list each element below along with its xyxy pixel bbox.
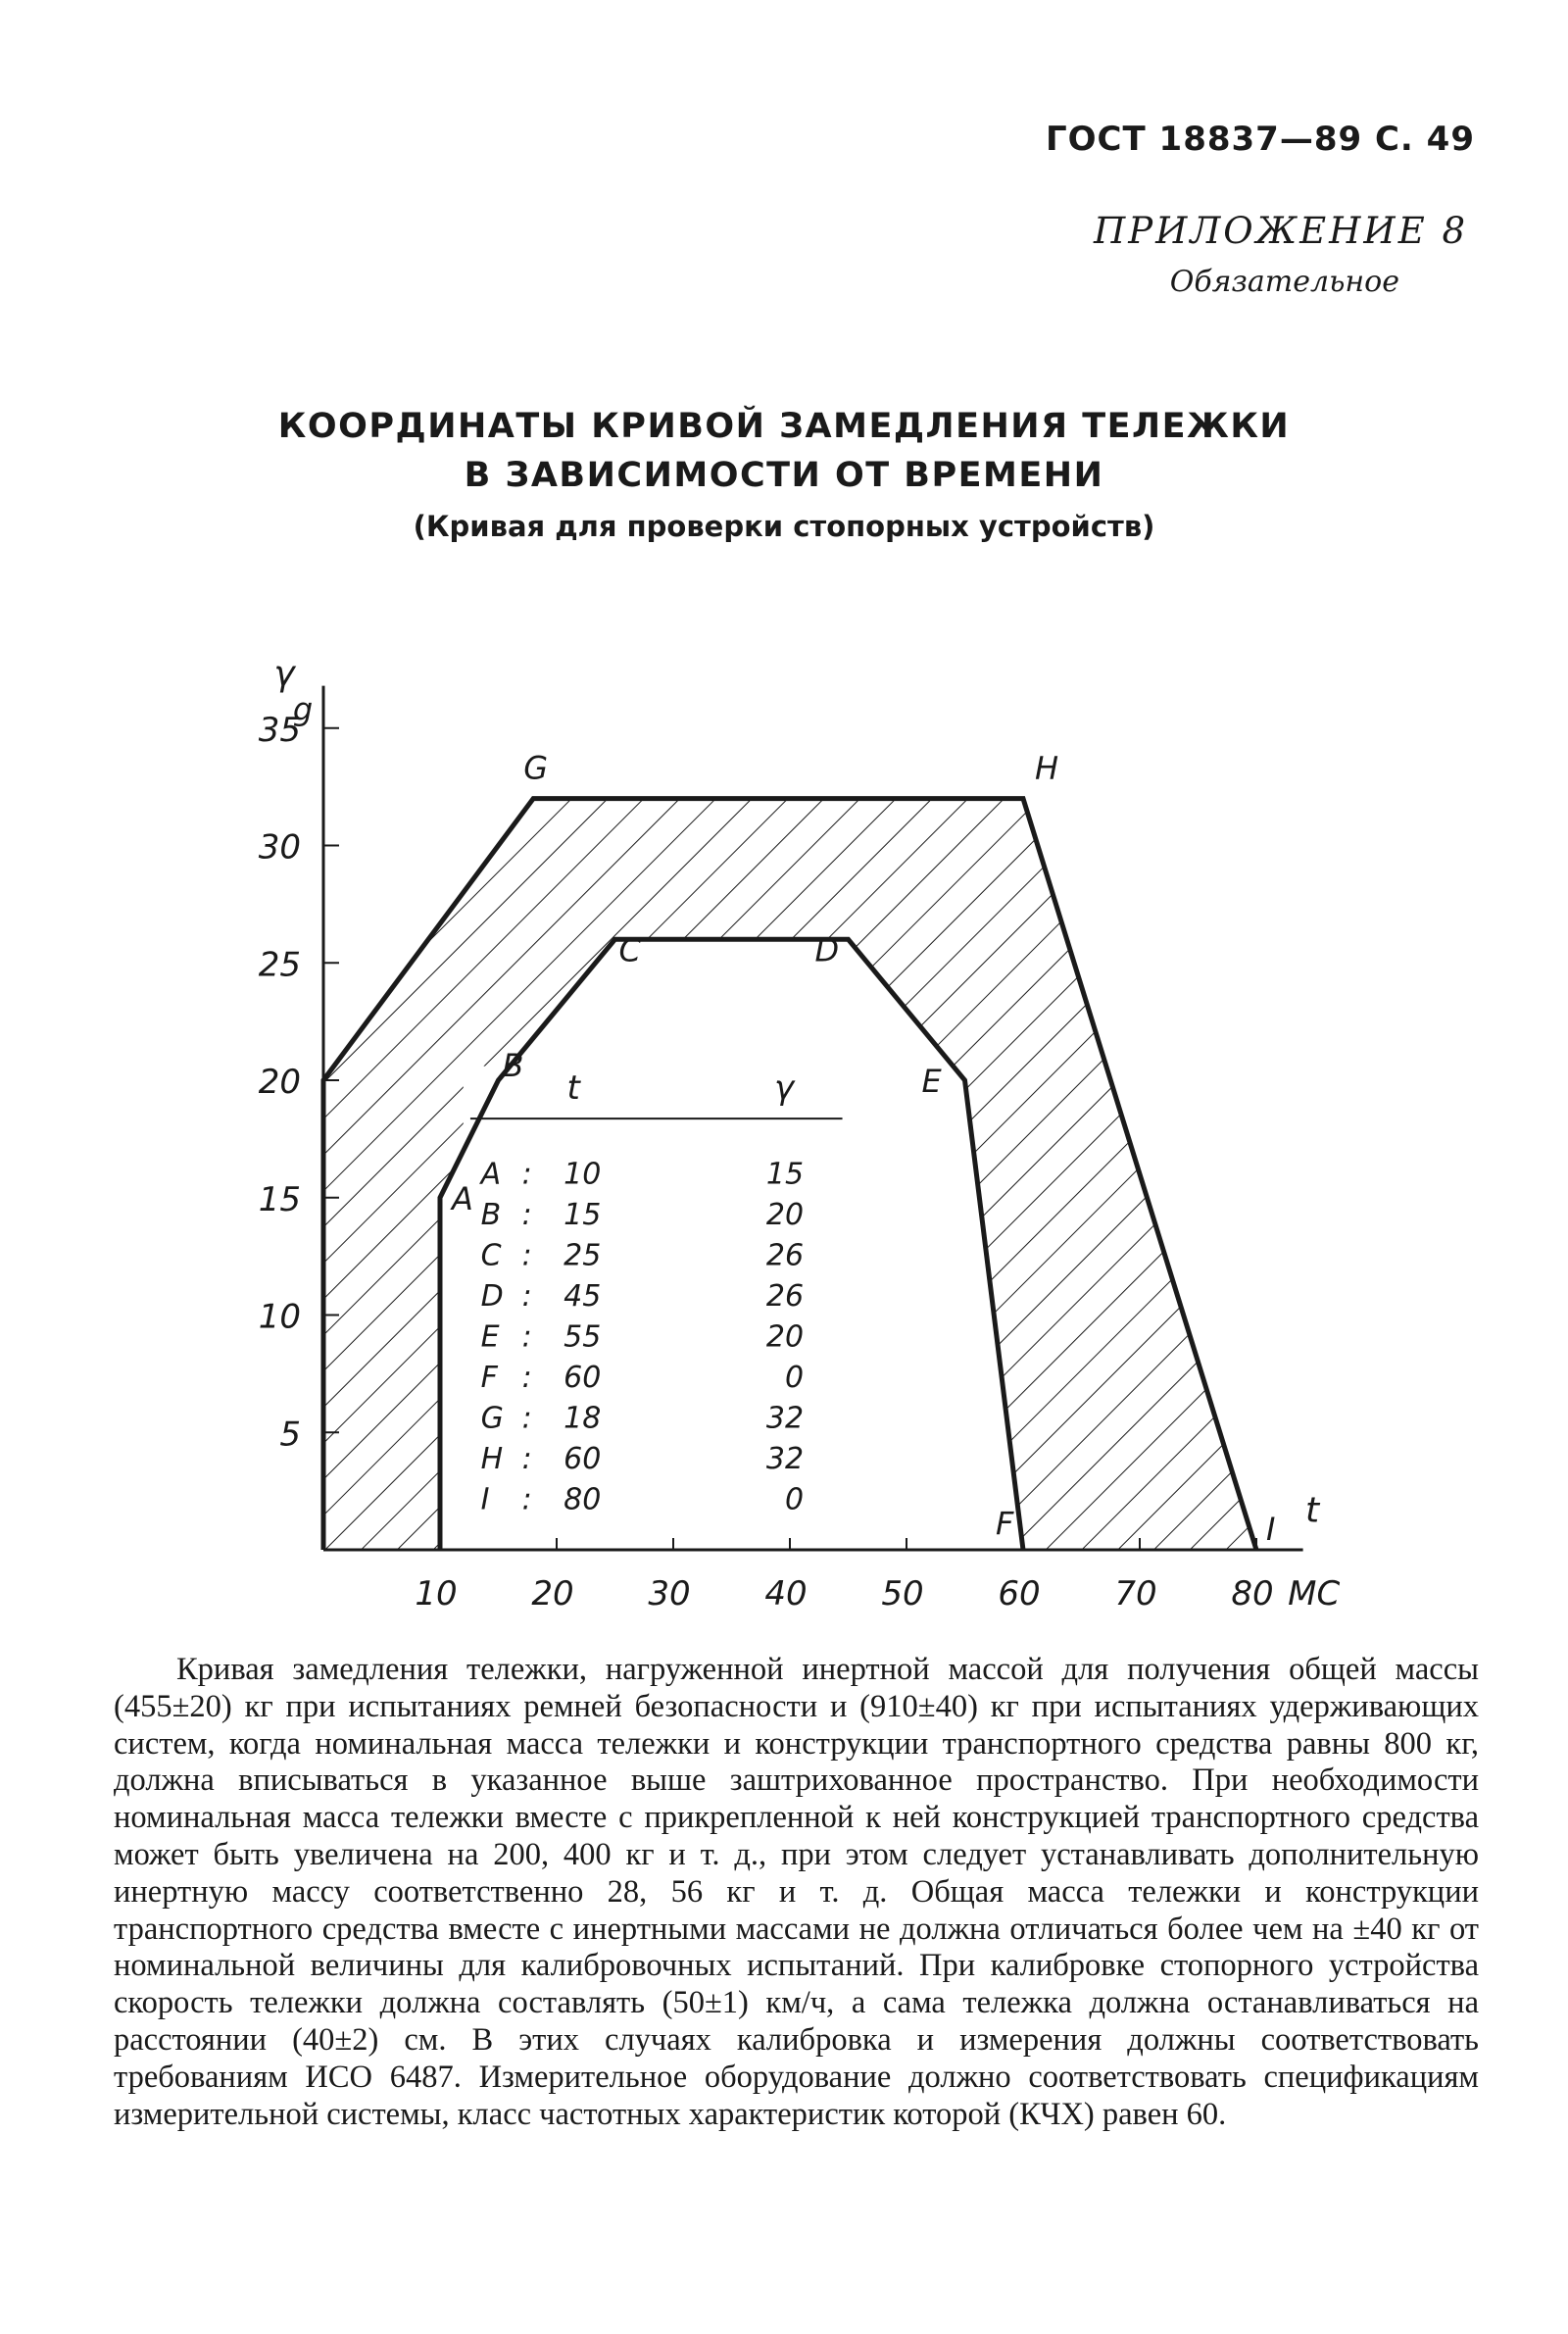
point-label-b: B <box>502 1047 524 1084</box>
point-label-d: D <box>814 931 840 969</box>
table-row-g: 32 <box>765 1441 805 1476</box>
x-tick-label: 60 <box>998 1574 1041 1614</box>
appendix-label: ПРИЛОЖЕНИЕ 8 <box>1093 210 1468 252</box>
table-row-point: B <box>480 1197 502 1232</box>
y-tick-label: 30 <box>258 827 301 868</box>
table-row-t: 45 <box>564 1278 602 1314</box>
table-row-g: 26 <box>765 1278 805 1314</box>
deceleration-chart <box>0 608 1568 1637</box>
table-header-g: γ <box>773 1068 795 1109</box>
y-tick-label: 10 <box>258 1297 301 1337</box>
x-axis-label: t <box>1304 1490 1320 1531</box>
body-paragraph: Кривая замедления тележки, нагруженной инертной массой для получения общей массы (455±20) кг при испытаниях ремней безопасности и (910±40) кг при испытаниях удерживающих систем, когда номинальная масса тележки и конструкции транспортного средства равны 800 кг, должна вписываться в указанное выше заштрихованное пространство. При необходимости номинальная масса тележки вместе с прикрепленной к ней конструкцией транспортного средства может быть увеличена на 200, 400 кг и т. д., при этом следует устанавливать дополнительную инертную массу соответственно 28, 56 кг и т. д. Общая масса тележки и конструкции транспортного средства вместе с инертными массами не должна отличаться более чем на ±40 кг от номинальной величины для калибровочных испытаний. При калибровке стопорного устройства скорость тележки должна составлять (50±1) км/ч, а сама тележка должна останавливаться на расстоянии (40±2) см. В этих случаях калибровка и измерения должны соответствовать требованиям ИСО 6487. Измерительное оборудование должно соответствовать спецификациям измерительной системы, класс частотных характеристик которой (КЧХ) равен 60. <box>114 1652 1479 2132</box>
point-label-i: I <box>1266 1511 1276 1548</box>
table-row-point: E <box>480 1319 500 1355</box>
point-label-f: F <box>996 1505 1014 1542</box>
standard-header: ГОСТ 18837—89 С. 49 <box>1045 120 1475 159</box>
x-tick-label: 30 <box>648 1574 691 1614</box>
table-row-colon: : <box>521 1278 532 1314</box>
table-row-colon: : <box>521 1319 532 1355</box>
appendix-note: Обязательное <box>1169 265 1399 299</box>
y-axis-label: γ <box>273 653 295 694</box>
table-row-colon: : <box>521 1482 532 1517</box>
table-row-t: 10 <box>564 1157 602 1192</box>
table-row-t: 60 <box>564 1441 602 1476</box>
title-line-1: КООРДИНАТЫ КРИВОЙ ЗАМЕДЛЕНИЯ ТЕЛЕЖКИ <box>277 407 1291 446</box>
table-row-colon: : <box>521 1238 532 1273</box>
table-row-g: 0 <box>784 1482 805 1517</box>
y-tick-label: 35 <box>258 710 301 750</box>
x-tick-label: 70 <box>1114 1574 1157 1614</box>
x-tick-label: 80 <box>1231 1574 1274 1614</box>
y-tick-label: 20 <box>258 1063 301 1102</box>
table-row-point: A <box>480 1157 502 1192</box>
point-label-g: G <box>523 749 548 787</box>
table-row-colon: : <box>521 1197 532 1232</box>
table-row-g: 32 <box>765 1401 805 1436</box>
y-tick-label: 25 <box>258 945 301 985</box>
x-tick-label: 40 <box>764 1574 808 1614</box>
title-line-2: В ЗАВИСИМОСТИ ОТ ВРЕМЕНИ <box>464 456 1104 495</box>
table-row-point: F <box>480 1360 498 1395</box>
x-tick-label: 20 <box>531 1574 574 1614</box>
table-row-point: G <box>480 1401 504 1436</box>
y-tick-label: 15 <box>258 1179 301 1219</box>
document-subtitle: (Кривая для проверки стопорных устройств) <box>413 510 1155 543</box>
table-row-t: 15 <box>564 1197 602 1232</box>
table-row-t: 60 <box>564 1360 602 1395</box>
table-row-g: 20 <box>765 1319 805 1355</box>
table-row-t: 25 <box>564 1238 602 1273</box>
document-title <box>0 402 1568 500</box>
point-label-c: C <box>618 931 641 969</box>
point-label-h: H <box>1035 749 1059 787</box>
table-row-t: 18 <box>564 1401 602 1436</box>
table-row-point: C <box>480 1238 502 1273</box>
table-row-g: 26 <box>765 1238 805 1273</box>
table-row-colon: : <box>521 1360 532 1395</box>
table-row-colon: : <box>521 1157 532 1192</box>
table-row-colon: : <box>521 1401 532 1436</box>
x-tick-label: 50 <box>881 1574 924 1614</box>
table-header-t: t <box>566 1068 580 1109</box>
table-row-t: 80 <box>564 1482 602 1517</box>
y-tick-label: 5 <box>279 1415 301 1455</box>
table-row-colon: : <box>521 1441 532 1476</box>
y-axis-unit: g <box>292 690 314 728</box>
table-row-t: 55 <box>564 1319 602 1355</box>
x-tick-label: 10 <box>415 1574 458 1614</box>
table-row-g: 20 <box>765 1197 805 1232</box>
table-row-point: H <box>480 1441 504 1476</box>
x-axis-unit: МС <box>1288 1574 1341 1614</box>
table-row-g: 0 <box>784 1360 805 1395</box>
point-label-a: A <box>452 1179 473 1217</box>
point-label-e: E <box>921 1063 942 1100</box>
table-row-point: I <box>480 1482 490 1517</box>
table-row-g: 15 <box>765 1157 805 1192</box>
table-row-point: D <box>480 1278 504 1314</box>
